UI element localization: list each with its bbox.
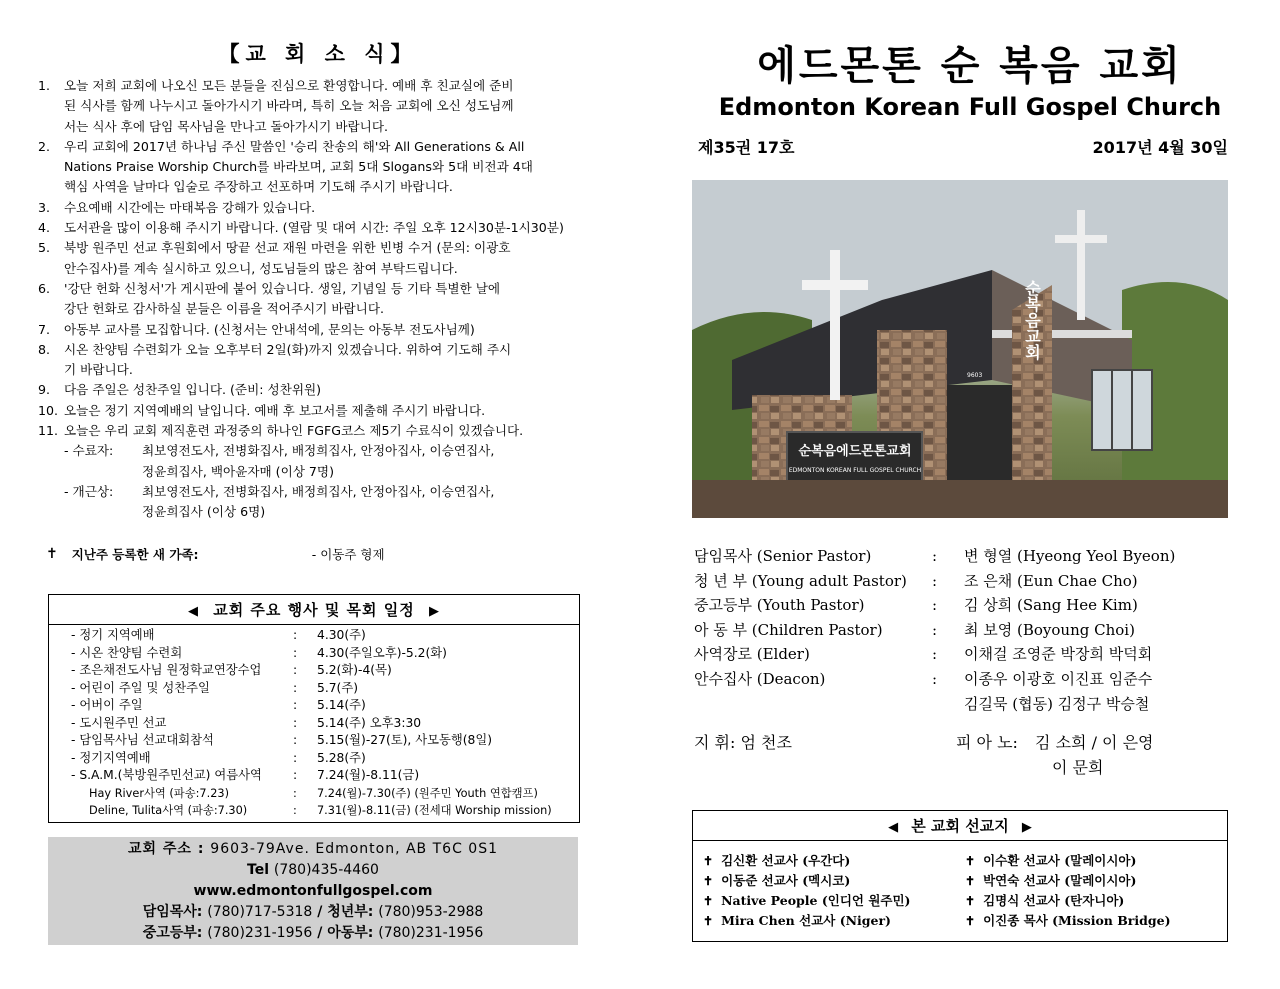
- schedule-title: 교회 주요 행사 및 목회 일정: [213, 601, 415, 619]
- news-list: [38, 76, 598, 441]
- schedule-date: 5.15(월)-27(토), 사모동행(8일): [317, 733, 493, 747]
- schedule-colon: :: [293, 663, 298, 677]
- tel-label: Tel: [247, 862, 270, 878]
- news-line: 된 식사를 함께 나누시고 돌아가시기 바라며, 특히 오늘 처음 교회에 오신 성도님께: [64, 98, 514, 114]
- schedule-date: 4.30(주일오후)-5.2(화): [317, 645, 447, 660]
- schedule-row: [49, 802, 579, 820]
- staff-colon: :: [932, 571, 938, 590]
- news-text: [64, 137, 598, 198]
- house-number: 9603: [967, 372, 983, 379]
- schedule-date: 7.24(월)-8.11(금): [317, 768, 420, 782]
- church-building-image: [692, 180, 1228, 518]
- church-photo: [692, 180, 1228, 518]
- news-text: [64, 218, 598, 238]
- schedule-row: [49, 750, 579, 768]
- mission-column-left: [703, 851, 965, 931]
- youth-phone-label: 중고등부:: [142, 925, 203, 941]
- new-family-label: 지난주 등록한 새 가족:: [71, 546, 199, 562]
- news-text: [64, 279, 598, 320]
- issue-line: [698, 135, 1228, 158]
- church-name-korean: 에드몬톤 순 복음 교회: [757, 43, 1183, 89]
- staff-list: [690, 544, 1250, 716]
- staff-name: 김길묵 (협동) 김정구 박승철: [964, 694, 1150, 713]
- news-text: [64, 380, 598, 400]
- news-line: '강단 헌화 신청서'가 게시판에 붙어 있습니다. 생일, 기념일 등 기타 특별한 날에: [64, 280, 501, 296]
- schedule-header: [49, 595, 579, 625]
- cross-icon: ✝: [965, 894, 976, 908]
- cross-icon: ✝: [965, 854, 976, 868]
- news-line: 시온 찬양팀 수련회가 오늘 오후부터 2일(화)까지 있겠습니다. 위하여 기도해 주시: [64, 341, 512, 357]
- staff-colon: [932, 692, 964, 717]
- news-number: 11.: [38, 423, 59, 439]
- staff-name: 김 상희 (Sang Hee Kim): [964, 596, 1138, 615]
- staff-name: 변 형열 (Hyeong Yeol Byeon): [964, 547, 1176, 565]
- news-line: 도서관을 많이 이용해 주시기 바랍니다. (열람 및 대여 시간: 주일 오후 12시30분-1시30분): [64, 220, 564, 236]
- award-line: 최보영전도사, 전병화집사, 배정희집사, 안정아집사, 이승연집사,: [142, 443, 495, 459]
- schedule-event: - 담임목사님 선교대회참석: [71, 733, 214, 747]
- award-line: 정윤희집사 (이상 6명): [142, 504, 266, 520]
- right-page: [690, 34, 1250, 928]
- schedule-row: [49, 697, 579, 715]
- schedule-row: [49, 732, 579, 750]
- mission-item: [965, 891, 1227, 911]
- staff-name: 이채걸 조영준 박장희 박덕회: [964, 645, 1153, 664]
- news-line: 북방 원주민 선교 후원회에서 땅끝 선교 재원 마련을 위한 빈병 수거 (문의: 이광호: [64, 240, 511, 256]
- award-line: 정윤희집사, 백아윤자매 (이상 7명): [142, 463, 335, 479]
- schedule-colon: :: [293, 645, 298, 660]
- missionary-name: 김명식 선교사 (탄자니아): [983, 893, 1125, 908]
- schedule-body: [49, 625, 579, 822]
- news-number: 2.: [38, 138, 51, 154]
- staff-role: [690, 692, 932, 717]
- cross-icon: ✝: [703, 894, 714, 908]
- award-names: [142, 441, 598, 482]
- phone-line-2: [48, 923, 578, 944]
- schedule-colon: :: [293, 715, 298, 730]
- staff-row: [690, 593, 1250, 618]
- schedule-row: [49, 627, 579, 645]
- schedule-row: [49, 715, 579, 733]
- volume-number: 제35권 17호: [698, 138, 795, 157]
- children-phone-label: / 아동부:: [317, 925, 374, 941]
- mission-item: [965, 911, 1227, 931]
- schedule-colon: :: [293, 628, 298, 642]
- mission-body: [693, 841, 1227, 941]
- news-line: 오늘 저희 교회에 나오신 모든 분들을 진심으로 환영합니다. 예배 후 친교실에 준비: [64, 78, 514, 93]
- staff-colon: :: [932, 669, 938, 688]
- address-line: [48, 837, 578, 860]
- award-label: - 개근상:: [64, 483, 114, 499]
- cross-icon: ✝: [965, 914, 976, 928]
- award-line: 최보영전도사, 전병화집사, 배정희집사, 안정아집사, 이승연집사,: [142, 483, 495, 499]
- schedule-date: 4.30(주): [317, 628, 366, 642]
- church-name-english: Edmonton Korean Full Gospel Church: [718, 93, 1222, 121]
- staff-colon: :: [932, 596, 938, 615]
- staff-role: 담임목사 (Senior Pastor): [694, 547, 872, 565]
- schedule-date: 5.14(주): [317, 698, 366, 712]
- left-page: [38, 34, 598, 941]
- schedule-colon: :: [293, 698, 298, 712]
- schedule-event: Hay River사역 (파송:7.23): [89, 786, 229, 800]
- news-text: [64, 198, 598, 218]
- news-number: 10.: [38, 402, 59, 418]
- triangle-right-icon: ▶: [1021, 820, 1032, 835]
- missionary-name: 이수환 선교사 (말레이시아): [983, 853, 1137, 868]
- news-item: [38, 320, 598, 340]
- schedule-date: 7.24(월)-7.30(주) (원주민 Youth 연합캠프): [317, 786, 538, 800]
- issue-date: 2017년 4월 30일: [1092, 138, 1228, 157]
- schedule-date: 5.28(주): [317, 750, 366, 765]
- news-item: [38, 198, 598, 218]
- mission-item: [703, 871, 965, 891]
- news-line: 다음 주일은 성찬주일 입니다. (준비: 성찬위원): [64, 382, 322, 398]
- schedule-event: - 정기 지역예배: [71, 628, 155, 642]
- mission-item: [965, 871, 1227, 891]
- schedule-event: - 시온 찬양팀 수련회: [71, 645, 183, 660]
- news-line: 강단 헌화로 감사하실 분들은 이름을 적어주시기 바랍니다.: [64, 301, 384, 317]
- schedule-colon: :: [293, 750, 298, 765]
- news-text: [64, 340, 598, 381]
- schedule-date: 5.7(주): [317, 680, 359, 695]
- address-label: 교회 주소 :: [127, 841, 205, 857]
- schedule-event: - 정기지역예배: [71, 750, 151, 765]
- award-label: - 수료자:: [64, 443, 114, 459]
- phone-line-1: [48, 902, 578, 923]
- schedule-colon: :: [293, 804, 297, 817]
- news-line: 오늘은 정기 지역예배의 날입니다. 예배 후 보고서를 제출해 주시기 바랍니다.: [64, 402, 486, 418]
- website[interactable]: www.edmontonfullgospel.com: [193, 883, 433, 899]
- staff-colon: :: [932, 645, 938, 664]
- news-title: 【교 회 소 식】: [218, 42, 418, 66]
- triangle-right-icon: ▶: [428, 604, 440, 619]
- pianist: [956, 730, 1250, 780]
- schedule-colon: :: [293, 733, 298, 747]
- news-item: [38, 137, 598, 198]
- triangle-left-icon: ◀: [888, 820, 899, 835]
- staff-colon: :: [932, 547, 938, 565]
- news-number: 3.: [38, 199, 51, 215]
- schedule-colon: :: [293, 786, 297, 800]
- news-line: 우리 교회에 2017년 하나님 주신 말씀인 '승리 찬송의 해'와 All Generations & All: [64, 138, 525, 154]
- news-number: 9.: [38, 382, 51, 398]
- news-line: 핵심 사역을 날마다 입술로 주장하고 선포하며 기도해 주시기 바랍니다.: [64, 179, 453, 195]
- news-item: [38, 279, 598, 320]
- missionary-name: 이동준 선교사 (멕시코): [721, 873, 851, 888]
- vertical-sign: 순복음교회: [1022, 280, 1042, 360]
- schedule-date: 5.14(주) 오후3:30: [317, 715, 422, 730]
- news-text: [64, 401, 598, 421]
- pianist-names-2: 이 문희: [1052, 758, 1104, 778]
- news-text: [64, 238, 598, 279]
- mission-item: [703, 851, 965, 871]
- award-row: [38, 482, 598, 523]
- award-names: [142, 482, 598, 523]
- conductor: 지 휘: 엄 천조: [694, 733, 792, 753]
- news-item: [38, 238, 598, 279]
- cross-icon: ✝: [46, 545, 58, 562]
- senior-phone-label: 담임목사:: [142, 904, 203, 920]
- schedule-event: - 조은채전도사님 원정학교연장수업: [71, 663, 262, 677]
- missionary-name: Mira Chen 선교사 (Niger): [721, 913, 891, 928]
- staff-name: 이종우 이광호 이진표 임준수: [964, 669, 1153, 688]
- news-number: 7.: [38, 321, 51, 337]
- news-text: [64, 320, 598, 340]
- sign-english: EDMONTON KOREAN FULL GOSPEL CHURCH: [788, 467, 922, 474]
- senior-phone: (780)717-5318: [207, 904, 313, 920]
- tel-line: [48, 860, 578, 881]
- schedule-row: [49, 645, 579, 663]
- pianist-label: 피 아 노:: [956, 733, 1018, 753]
- news-line: Nations Praise Worship Church를 바라보며, 교회 5대 Slogans와 5대 비전과 4대: [64, 159, 533, 175]
- news-line: 수요예배 시간에는 마태복음 강해가 있습니다.: [64, 199, 316, 215]
- news-line: 아동부 교사를 모집합니다. (신청서는 안내석에, 문의는 아동부 전도사님께): [64, 321, 475, 337]
- news-number: 5.: [38, 240, 51, 256]
- staff-row: [690, 642, 1250, 667]
- cross-icon: ✝: [703, 914, 714, 928]
- news-line: 안수집사)를 계속 실시하고 있으니, 성도님들의 많은 참여 부탁드립니다.: [64, 260, 458, 276]
- schedule-event: - 어린이 주일 및 성찬주일: [71, 680, 210, 695]
- staff-row: [690, 667, 1250, 692]
- news-line: 서는 식사 후에 담임 목사님을 만나고 돌아가시기 바랍니다.: [64, 118, 388, 134]
- mission-item: [703, 911, 965, 931]
- schedule-date: 7.31(월)-8.11(금) (전세대 Worship mission): [317, 804, 552, 817]
- contact-box: [48, 837, 578, 945]
- news-line: 오늘은 우리 교회 제직훈련 과정중의 하나인 FGFG코스 제5기 수료식이 있겠습니다.: [64, 423, 524, 439]
- news-number: 8.: [38, 341, 51, 357]
- schedule-box: [48, 594, 580, 823]
- cross-icon: ✝: [703, 874, 714, 888]
- schedule-colon: :: [293, 768, 298, 782]
- news-item: [38, 340, 598, 381]
- mission-box: [692, 810, 1228, 942]
- schedule-row: [49, 767, 579, 785]
- address: 9603-79Ave. Edmonton, AB T6C 0S1: [210, 841, 499, 857]
- news-text: [64, 421, 598, 441]
- cross-icon: ✝: [703, 854, 714, 868]
- news-line: 기 바랍니다.: [64, 362, 133, 378]
- new-family: [46, 545, 598, 563]
- schedule-date: 5.2(화)-4(목): [317, 663, 392, 677]
- award-row: [38, 441, 598, 482]
- pianist-names-1: 김 소희 / 이 은영: [1035, 733, 1154, 753]
- schedule-row: [49, 785, 579, 803]
- cross-icon: ✝: [965, 874, 976, 888]
- new-family-value: - 이동주 형제: [311, 546, 385, 562]
- staff-name: 조 은채 (Eun Chae Cho): [964, 571, 1138, 590]
- staff-role: 중고등부 (Youth Pastor): [694, 596, 865, 615]
- mission-header: [693, 811, 1227, 841]
- news-item: [38, 76, 598, 137]
- missionary-name: 이진종 목사 (Mission Bridge): [983, 913, 1171, 928]
- youth-phone: (780)231-1956: [207, 925, 313, 941]
- news-text: [64, 76, 598, 137]
- staff-row: [690, 618, 1250, 643]
- young-phone-label: / 청년부:: [317, 904, 374, 920]
- staff-role: 아 동 부 (Children Pastor): [694, 620, 883, 639]
- schedule-event: - 어버이 주일: [71, 698, 143, 712]
- tel: (780)435-4460: [273, 862, 379, 878]
- children-phone: (780)231-1956: [378, 925, 484, 941]
- staff-row: [690, 569, 1250, 594]
- schedule-row: [49, 680, 579, 698]
- mission-item: [703, 891, 965, 911]
- staff-role: 청 년 부 (Young adult Pastor): [694, 571, 907, 590]
- staff-role: 안수집사 (Deacon): [694, 669, 826, 688]
- schedule-event: - S.A.M.(북방원주민선교) 여름사역: [71, 768, 262, 782]
- news-item: [38, 218, 598, 238]
- young-phone: (780)953-2988: [378, 904, 484, 920]
- news-item: [38, 401, 598, 421]
- schedule-event: - 도시원주민 선교: [71, 715, 167, 730]
- staff-role: 사역장로 (Elder): [694, 645, 810, 664]
- news-item: [38, 421, 598, 441]
- missionary-name: 김신환 선교사 (우간다): [721, 853, 851, 868]
- mission-column-right: [965, 851, 1227, 931]
- sign-korean: 순복음에드몬톤교회: [798, 444, 912, 459]
- schedule-event: Deline, Tulita사역 (파송:7.30): [89, 804, 248, 817]
- mission-item: [965, 851, 1227, 871]
- news-number: 1.: [38, 78, 51, 93]
- triangle-left-icon: ◀: [188, 604, 199, 619]
- news-number: 6.: [38, 280, 51, 296]
- news-number: 4.: [38, 220, 51, 236]
- music-staff: [690, 730, 1250, 780]
- staff-row: [690, 544, 1250, 569]
- mission-title: 본 교회 선교지: [911, 817, 1009, 835]
- graduates-list: [38, 441, 598, 522]
- schedule-row: [49, 662, 579, 680]
- missionary-name: 박연숙 선교사 (말레이시아): [983, 873, 1137, 888]
- news-item: [38, 380, 598, 400]
- staff-row: [690, 692, 1250, 717]
- staff-name: 최 보영 (Boyoung Choi): [964, 620, 1135, 639]
- schedule-colon: :: [293, 680, 298, 695]
- staff-colon: :: [932, 620, 938, 639]
- missionary-name: Native People (인디언 원주민): [721, 893, 911, 908]
